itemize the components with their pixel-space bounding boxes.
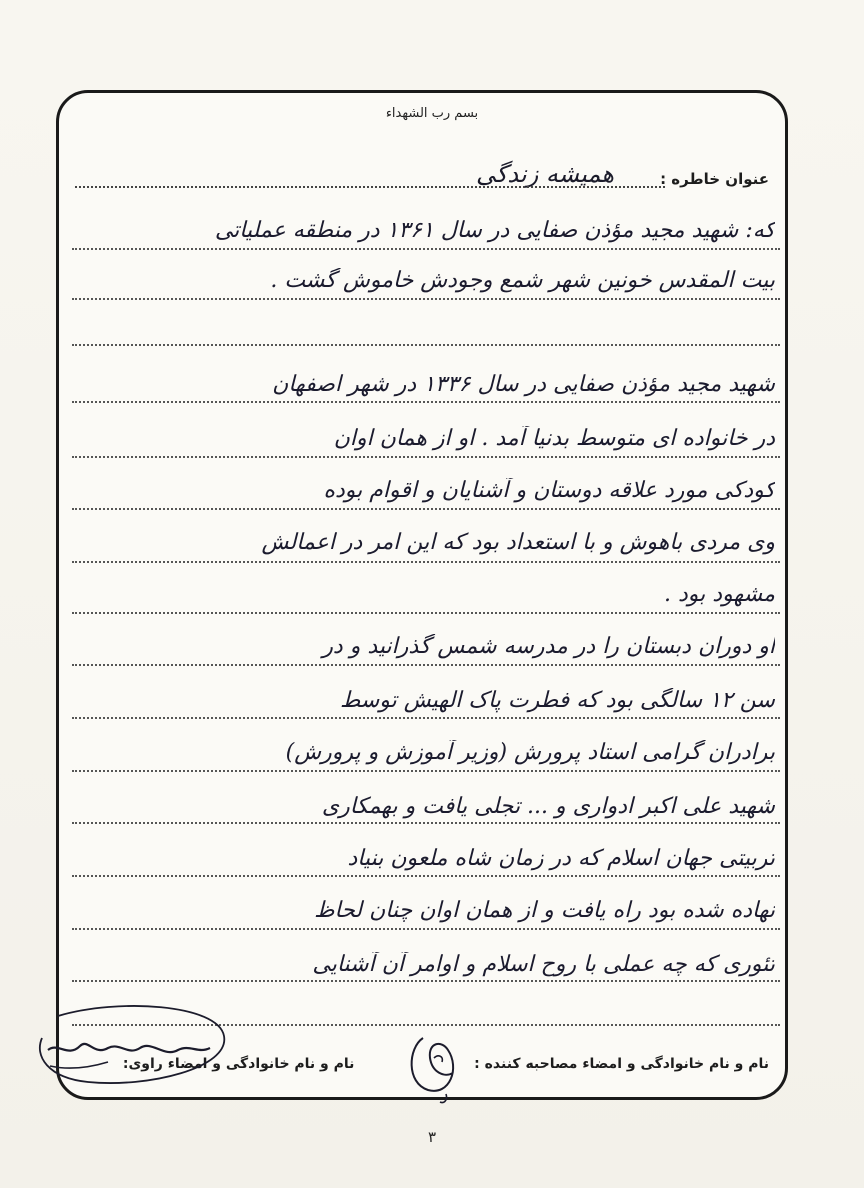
dotted-line xyxy=(72,717,780,719)
dotted-line xyxy=(72,508,780,510)
dotted-line xyxy=(72,561,780,563)
dotted-line xyxy=(72,980,780,982)
handwritten-line: نهاده شده بود راه یافت و از همان اوان چنان لحاظ xyxy=(314,898,775,923)
handwritten-line: وی مردی باهوش و با استعداد بود که این امر در اعمالش xyxy=(261,530,775,555)
dotted-line xyxy=(72,928,780,930)
title-dotted-line xyxy=(75,186,665,188)
dotted-line xyxy=(72,664,780,666)
dotted-line xyxy=(72,248,780,250)
handwritten-line: سن ۱۲ سالگی بود که فطرت پاک الهیش توسط xyxy=(339,688,775,713)
dotted-line xyxy=(72,612,780,614)
page-number: ۳ xyxy=(427,1128,437,1146)
handwritten-line: برادران گرامی استاد پرورش (وزیر آموزش و پرورش) xyxy=(285,740,775,765)
dotted-line xyxy=(72,875,780,877)
interviewer-signature-label: نام و نام خانوادگی و امضاء مصاحبه کننده : xyxy=(474,1056,769,1072)
handwritten-line: شهید مجید مؤذن صفایی در سال ۱۳۳۶ در شهر اصفهان xyxy=(272,372,775,397)
handwritten-line: بیت المقدس خونین شهر شمع وجودش خاموش گشت . xyxy=(270,268,775,293)
handwritten-line: شهید علی اکبر ادواری و ... تجلی یافت و بهمکاری xyxy=(321,794,775,819)
dotted-line xyxy=(72,456,780,458)
handwritten-line xyxy=(75,318,775,354)
bismillah-header: بسم رب الشهداء xyxy=(385,106,479,121)
handwritten-line: که: شهید مجید مؤذن صفایی در سال ۱۳۶۱ در منطقه عملیاتی xyxy=(214,218,775,243)
dotted-line xyxy=(72,822,780,824)
handwritten-line: در خانواده ای متوسط بدنیا آمد . او از همان اوان xyxy=(333,426,775,451)
dotted-line xyxy=(72,298,780,300)
dotted-line xyxy=(72,401,780,403)
handwritten-line: تئوری که چه عملی با روح اسلام و اوامر آن آشنایی xyxy=(312,952,775,977)
handwritten-line: او دوران دبستان را در مدرسه شمس گذرانید و در xyxy=(322,634,775,659)
handwritten-line: تربیتی جهان اسلام که در زمان شاه ملعون بنیاد xyxy=(347,846,775,871)
narrator-signature-label: نام و نام خانوادگی و امضاء راوی: xyxy=(122,1056,355,1072)
narrator-signature xyxy=(28,996,234,1100)
dotted-line xyxy=(72,770,780,772)
memory-title-label: عنوان خاطره : xyxy=(660,170,769,188)
memory-title-handwriting: همیشه زندگی xyxy=(476,160,614,188)
interviewer-signature xyxy=(398,1028,478,1108)
handwritten-line: مشهود بود . xyxy=(664,582,775,607)
dotted-line xyxy=(72,344,780,346)
handwritten-line: کودکی مورد علاقه دوستان و آشنایان و اقوام بوده xyxy=(323,478,775,503)
